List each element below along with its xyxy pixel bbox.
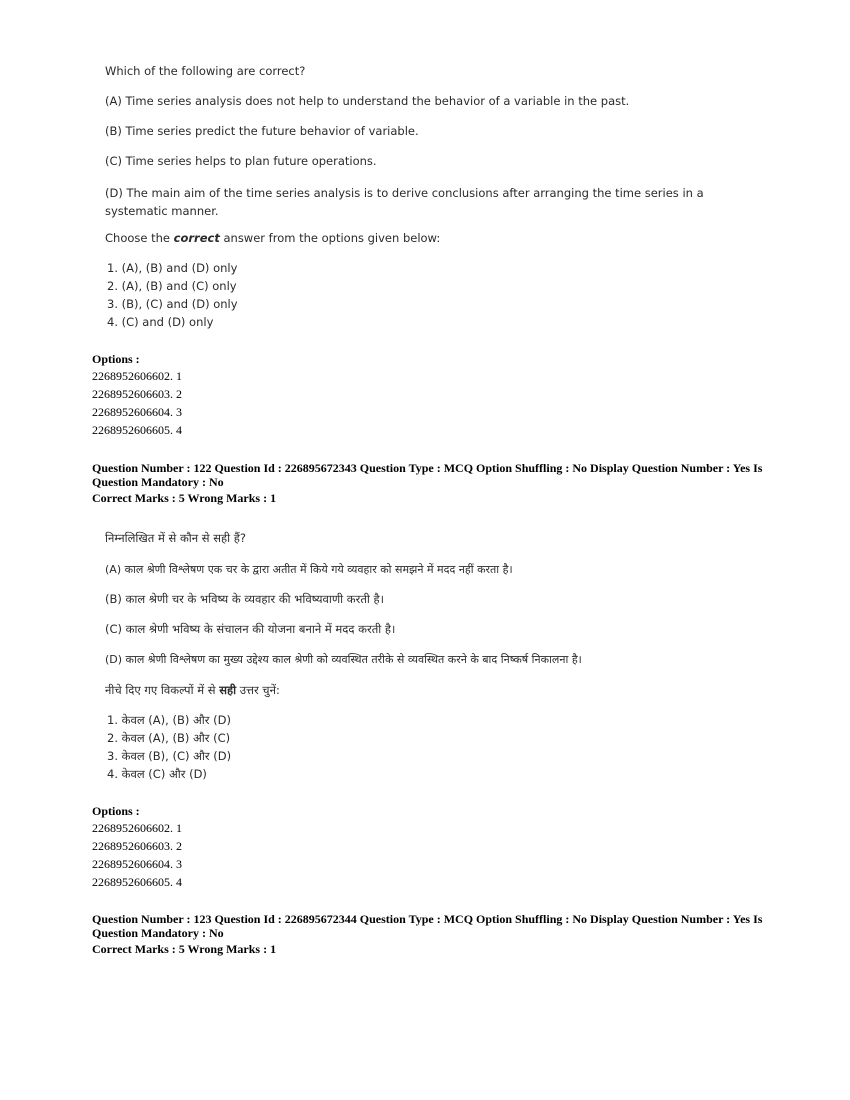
q121-question: Which of the following are correct? [105, 64, 306, 78]
q122-option-3: 2268952606604. 3 [92, 857, 182, 871]
q122-header-line2: Question Mandatory : No [92, 475, 224, 489]
q123-marks: Correct Marks : 5 Wrong Marks : 1 [92, 942, 277, 956]
q123-header-line1: Question Number : 123 Question Id : 226895672344 Question Type : MCQ Option Shuffling : No Display Question Number : Yes Is [92, 912, 763, 926]
q122-marks: Correct Marks : 5 Wrong Marks : 1 [92, 491, 277, 505]
q121-option-4: 2268952606605. 4 [92, 423, 182, 437]
q121-choice-2: 2. (A), (B) and (C) only [107, 279, 237, 293]
q122-instruction-emphasis: सही [219, 683, 237, 697]
q122-header-line1: Question Number : 122 Question Id : 226895672343 Question Type : MCQ Option Shuffling : No Display Question Number : Yes Is [92, 461, 763, 475]
q122-choice-4: 4. केवल (C) और (D) [107, 767, 207, 781]
q121-option-1: 2268952606602. 1 [92, 369, 182, 383]
q121-statement-b: (B) Time series predict the future behavior of variable. [105, 124, 419, 138]
q121-options-label: Options : [92, 352, 140, 366]
q122-option-2: 2268952606603. 2 [92, 839, 182, 853]
q121-instruction: Choose the correct answer from the options given below: [105, 231, 441, 245]
q121-choice-1: 1. (A), (B) and (D) only [107, 261, 238, 275]
q122-statement-c: (C) काल श्रेणी भविष्य के संचालन की योजना बनाने में मदद करती है। [105, 622, 396, 636]
q121-statement-a: (A) Time series analysis does not help to understand the behavior of a variable in the past. [105, 94, 630, 108]
q123-header-line2: Question Mandatory : No [92, 926, 224, 940]
q121-instruction-emphasis: correct [173, 231, 220, 245]
q122-question: निम्नलिखित में से कौन से सही हैं? [105, 531, 246, 545]
q121-statement-d: (D) The main aim of the time series analysis is to derive conclusions after arranging the time series in a systematic manner. [105, 186, 704, 218]
q122-choice-2: 2. केवल (A), (B) और (C) [107, 731, 231, 745]
q122-statement-a: (A) काल श्रेणी विश्लेषण एक चर के द्वारा अतीत में किये गये व्यवहार को समझने में मदद नहीं करता है। [105, 563, 513, 576]
q122-statement-b: (B) काल श्रेणी चर के भविष्य के व्यवहार की भविष्यवाणी करती है। [105, 592, 384, 606]
q122-choice-1: 1. केवल (A), (B) और (D) [107, 713, 231, 727]
q121-statement-c: (C) Time series helps to plan future operations. [105, 154, 377, 168]
q122-option-4: 2268952606605. 4 [92, 875, 182, 889]
q122-options-label: Options : [92, 804, 140, 818]
q122-statement-d: (D) काल श्रेणी विश्लेषण का मुख्य उद्देश्य काल श्रेणी को व्यवस्थित तरीके से व्यवस्थित करने के बाद निष्कर्ष निकालना है। [105, 653, 582, 666]
q121-option-3: 2268952606604. 3 [92, 405, 182, 419]
q122-option-1: 2268952606602. 1 [92, 821, 182, 835]
q121-choice-4: 4. (C) and (D) only [107, 315, 214, 329]
q122-instruction: नीचे दिए गए विकल्पों में से सही उत्तर चुनें: [105, 683, 280, 697]
q121-option-2: 2268952606603. 2 [92, 387, 182, 401]
q121-choice-3: 3. (B), (C) and (D) only [107, 297, 238, 311]
q122-choice-3: 3. केवल (B), (C) और (D) [107, 749, 232, 763]
